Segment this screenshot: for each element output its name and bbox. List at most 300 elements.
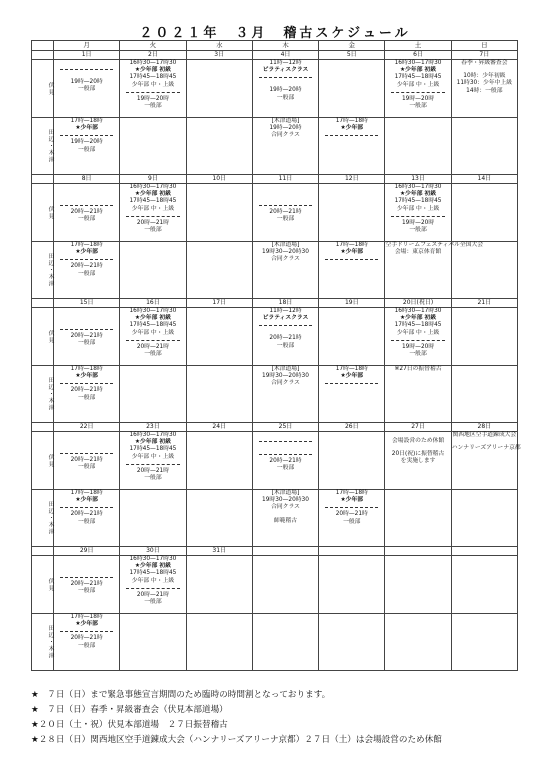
schedule-cell — [186, 432, 252, 490]
schedule-text: 師範稽古 — [273, 517, 298, 524]
schedule-text: 14時：一般部 — [466, 87, 503, 94]
schedule-text: 一般部 — [77, 86, 96, 93]
schedule-text: ★少年部 初級 — [399, 191, 437, 198]
note-line: ★２８日（日）関西地区空手道錬成大会（ハンナリーズアリーナ京都）２７日（土）は会場設営のため休館 — [31, 735, 442, 745]
schedule-cell — [54, 308, 120, 366]
weekday-header: 日 — [451, 41, 517, 51]
dashed-divider — [126, 464, 179, 465]
date-cell: 8日 — [54, 175, 120, 184]
tanabe-row — [32, 490, 518, 547]
schedule-text: 17時45—18時45 — [394, 322, 442, 329]
schedule-cell — [319, 242, 385, 299]
dashed-divider — [60, 453, 113, 454]
fushimi-row — [32, 556, 518, 614]
schedule-cell — [385, 242, 484, 299]
dashed-divider — [391, 92, 444, 93]
schedule-cell — [120, 184, 186, 242]
schedule-text: ★少年部 初級 — [134, 315, 172, 322]
schedule-cell — [120, 308, 186, 366]
date-cell: 4日 — [252, 51, 318, 60]
schedule-text: 17時—18時 — [335, 242, 368, 248]
weekday-header: 土 — [385, 41, 451, 51]
location-label: 伏見 — [32, 556, 54, 614]
schedule-text: 19時—20時 — [401, 343, 435, 350]
schedule-text: 19時—20時 — [70, 79, 103, 85]
schedule-cell — [120, 490, 186, 547]
schedule-text: 19時30—20時30 — [262, 249, 309, 256]
schedule-text: 一般部 — [276, 216, 295, 223]
schedule-cell — [451, 184, 517, 242]
schedule-text: [木津道場] — [271, 242, 300, 248]
date-cell: 27日 — [385, 423, 451, 432]
date-row — [32, 299, 518, 308]
schedule-text: ★少年部 初級 — [134, 563, 172, 570]
schedule-text: 11時30：少年中上級 — [456, 80, 513, 87]
date-cell — [252, 547, 318, 556]
schedule-text: 一般部 — [144, 103, 162, 110]
schedule-cell — [385, 614, 451, 671]
schedule-text: 一般部 — [77, 642, 96, 649]
date-cell: 16日 — [120, 299, 186, 308]
schedule-cell — [319, 490, 385, 547]
cell-spacer — [253, 445, 318, 451]
schedule-text: 一般部 — [77, 216, 96, 223]
schedule-text: 一般部 — [77, 146, 96, 153]
schedule-text: 20時—21時 — [70, 333, 103, 339]
schedule-text: を実施します — [400, 458, 436, 465]
date-cell: 2日 — [120, 51, 186, 60]
location-label: 田辺・木津 — [32, 490, 54, 547]
schedule-text: 一般部 — [276, 94, 295, 101]
schedule-text: 16時30—17時30 — [394, 60, 442, 66]
schedule-text: 19時—20時 — [269, 87, 302, 94]
dashed-divider — [60, 383, 113, 384]
schedule-text: 少年部 中・上級 — [131, 81, 175, 88]
dashed-divider — [60, 205, 113, 206]
schedule-cell — [319, 366, 385, 423]
schedule-text: 19時—20時 — [269, 125, 302, 132]
schedule-cell — [252, 308, 318, 366]
date-cell: 30日 — [120, 547, 186, 556]
tanabe-row — [32, 614, 518, 671]
weekday-header: 火 — [120, 41, 186, 51]
schedule-cell — [120, 556, 186, 614]
dashed-divider — [60, 135, 113, 136]
date-cell: 15日 — [54, 299, 120, 308]
schedule-cell — [186, 184, 252, 242]
cell-spacer — [54, 196, 119, 202]
schedule-cell — [451, 242, 517, 299]
schedule-text: ※27日の振替稽古 — [394, 366, 442, 372]
schedule-text: 少年部 中・上級 — [131, 205, 175, 212]
date-cell: 29日 — [54, 547, 120, 556]
fushimi-row — [32, 184, 518, 242]
schedule-text: 16時30—17時30 — [394, 184, 442, 190]
date-cell: 20日(祝日) — [385, 299, 451, 308]
schedule-text: 一般部 — [77, 270, 96, 277]
schedule-text: ★少年部 初級 — [399, 315, 437, 322]
note-line: ★ ７日（日）まで緊急事態宣言期間のため臨時の時間割となっております。 — [31, 690, 331, 700]
schedule-cell — [451, 490, 517, 547]
schedule-cell — [54, 614, 120, 671]
schedule-text: 一般部 — [144, 475, 162, 482]
weekday-header: 水 — [186, 41, 252, 51]
location-label: 伏見 — [32, 60, 54, 118]
date-row-corner — [32, 51, 54, 60]
location-label: 伏見 — [32, 432, 54, 490]
schedule-text: 一般部 — [144, 351, 162, 358]
fushimi-row — [32, 60, 518, 118]
schedule-text: ★少年部 — [75, 249, 98, 256]
cell-spacer — [54, 444, 119, 450]
weekday-header: 月 — [54, 41, 120, 51]
date-row-corner — [32, 299, 54, 308]
date-cell: 12日 — [319, 175, 385, 184]
schedule-text: 一般部 — [77, 518, 96, 525]
schedule-text: 16時30—17時30 — [394, 308, 442, 314]
note-line: ★ ７日（日）春季・昇級審査会（伏見本部道場） — [31, 705, 228, 715]
schedule-text: ハンナリーズアリーナ京都 — [451, 445, 521, 452]
date-cell: 18日 — [252, 299, 318, 308]
schedule-text: 17時—18時 — [335, 118, 368, 124]
schedule-text: 合同クラス — [271, 132, 300, 139]
schedule-cell — [120, 60, 186, 118]
schedule-text: 一般部 — [409, 103, 427, 110]
date-cell: 21日 — [451, 299, 517, 308]
date-cell: 9日 — [120, 175, 186, 184]
fushimi-row — [32, 432, 518, 490]
date-cell: 3日 — [186, 51, 252, 60]
schedule-cell — [54, 490, 120, 547]
dashed-divider — [325, 135, 378, 136]
location-label: 田辺・木津 — [32, 118, 54, 175]
schedule-text: ★少年部 — [340, 373, 364, 380]
location-label: 田辺・木津 — [32, 614, 54, 671]
schedule-cell — [186, 614, 252, 671]
schedule-cell — [120, 366, 186, 423]
dashed-divider — [259, 77, 312, 78]
schedule-cell — [186, 556, 252, 614]
date-cell: 14日 — [451, 175, 517, 184]
date-cell: 17日 — [186, 299, 252, 308]
schedule-cell — [385, 432, 451, 490]
date-row — [32, 547, 518, 556]
schedule-text: 一般部 — [409, 227, 427, 234]
schedule-text: 一般部 — [276, 342, 295, 349]
header-corner — [32, 41, 54, 51]
schedule-text: 11時—12時 — [269, 308, 302, 314]
schedule-text: 合同クラス — [271, 380, 300, 387]
schedule-text: 17時45—18時45 — [129, 446, 177, 453]
schedule-cell — [319, 614, 385, 671]
schedule-text: 16時30—17時30 — [129, 60, 177, 66]
date-cell — [319, 547, 385, 556]
schedule-text: ★少年部 — [75, 373, 98, 380]
schedule-cell — [252, 118, 318, 175]
schedule-cell — [319, 556, 385, 614]
schedule-text: 20時—21時 — [269, 335, 302, 342]
schedule-text: 20日(祝)に振替稽古 — [391, 451, 445, 458]
schedule-cell — [385, 556, 451, 614]
schedule-text: 一般部 — [276, 465, 295, 472]
location-label: 田辺・木津 — [32, 242, 54, 299]
schedule-cell — [54, 242, 120, 299]
schedule-text: 17時45—18時45 — [394, 74, 442, 81]
schedule-cell — [451, 366, 517, 423]
weekday-header: 金 — [319, 41, 385, 51]
schedule-text: 少年部 中・上級 — [396, 205, 440, 212]
schedule-cell — [120, 614, 186, 671]
schedule-text: 一般部 — [144, 227, 162, 234]
schedule-text: 20時—21時 — [136, 467, 169, 474]
cell-spacer — [253, 432, 318, 438]
schedule-text: ピラティスクラス — [262, 315, 309, 322]
schedule-cell — [319, 432, 385, 490]
dashed-divider — [259, 325, 312, 326]
schedule-text: 17時—18時 — [70, 614, 103, 620]
date-cell: 1日 — [54, 51, 120, 60]
schedule-cell — [451, 60, 517, 118]
schedule-cell — [385, 308, 451, 366]
tanabe-row — [32, 366, 518, 423]
schedule-cell — [54, 366, 120, 423]
schedule-text: 20時—21時 — [136, 219, 169, 226]
dashed-divider — [60, 577, 113, 578]
schedule-text: 17時45—18時45 — [129, 570, 177, 577]
schedule-cell — [319, 308, 385, 366]
date-cell: 5日 — [319, 51, 385, 60]
schedule-cell — [186, 366, 252, 423]
schedule-text: 19時30—20時30 — [262, 373, 309, 380]
schedule-text: 合同クラス — [271, 504, 300, 511]
schedule-cell — [319, 118, 385, 175]
schedule-cell — [451, 614, 517, 671]
schedule-text: 20時—21時 — [70, 511, 103, 518]
tanabe-row — [32, 118, 518, 175]
schedule-text: ★少年部 初級 — [399, 67, 437, 74]
schedule-text: ピラティスクラス — [262, 67, 309, 74]
schedule-text: 16時30—17時30 — [129, 308, 177, 314]
schedule-text: 11時—12時 — [269, 60, 302, 66]
schedule-cell — [186, 308, 252, 366]
schedule-text: 20時—21時 — [269, 458, 302, 464]
schedule-cell — [385, 366, 451, 423]
schedule-text: 一般部 — [77, 464, 96, 471]
cell-spacer — [253, 196, 318, 202]
schedule-text: 16時30—17時30 — [129, 432, 177, 438]
schedule-text: 20時—21時 — [136, 591, 169, 598]
schedule-text: ★少年部 — [75, 497, 98, 504]
dashed-divider — [60, 69, 113, 70]
schedule-text: 少年部 中・上級 — [131, 577, 175, 584]
schedule-text: ★少年部 初級 — [134, 191, 172, 198]
schedule-cell — [385, 184, 451, 242]
schedule-cell — [54, 432, 120, 490]
date-cell: 6日 — [385, 51, 451, 60]
schedule-text: 20時—21時 — [70, 457, 103, 463]
schedule-cell — [120, 118, 186, 175]
schedule-cell — [319, 60, 385, 118]
schedule-text: 19時30—20時30 — [262, 497, 309, 504]
date-cell: 31日 — [186, 547, 252, 556]
schedule-cell — [252, 242, 318, 299]
schedule-text: [木津道場] — [271, 366, 300, 372]
schedule-text: 20時—21時 — [70, 209, 103, 215]
schedule-text: 一般部 — [77, 394, 96, 401]
schedule-cell — [451, 556, 517, 614]
date-cell — [451, 547, 517, 556]
dashed-divider — [325, 383, 378, 384]
schedule-cell — [385, 60, 451, 118]
schedule-text: 会場：東京体育館 — [394, 249, 442, 256]
schedule-text: 空手ドリームフェスティバル全国大会 — [385, 242, 484, 248]
schedule-text: 合同クラス — [271, 256, 300, 263]
date-cell: 13日 — [385, 175, 451, 184]
schedule-text: 一般部 — [409, 351, 427, 358]
notes-section — [31, 688, 541, 748]
schedule-cell — [385, 118, 451, 175]
date-cell: 28日 — [451, 423, 517, 432]
schedule-cell — [252, 366, 318, 423]
date-row-corner — [32, 547, 54, 556]
schedule-text: 少年部 中・上級 — [396, 81, 440, 88]
dashed-divider — [126, 340, 179, 341]
date-cell: 10日 — [186, 175, 252, 184]
page-title: ２０２１年 ３月 稽古スケジュール — [139, 26, 411, 41]
cell-spacer — [54, 568, 119, 574]
schedule-text: ★少年部 — [340, 125, 364, 132]
schedule-cell — [252, 490, 318, 547]
schedule-text: 少年部 中・上級 — [131, 329, 175, 336]
dashed-divider — [391, 216, 444, 217]
dashed-divider — [126, 588, 179, 589]
schedule-text: 16時30—17時30 — [129, 184, 177, 190]
schedule-text: 関西地区空手道錬成大会 — [452, 432, 517, 438]
dashed-divider — [126, 92, 179, 93]
schedule-cell — [319, 184, 385, 242]
weekday-header: 木 — [252, 41, 318, 51]
schedule-text: ★少年部 — [340, 497, 364, 504]
schedule-cell — [252, 184, 318, 242]
schedule-text: 少年部 中・上級 — [396, 329, 440, 336]
schedule-cell — [451, 118, 517, 175]
weekday-header-row — [32, 41, 518, 51]
schedule-cell — [252, 556, 318, 614]
date-row-corner — [32, 175, 54, 184]
schedule-cell — [54, 118, 120, 175]
date-cell — [385, 547, 451, 556]
date-cell: 19日 — [319, 299, 385, 308]
schedule-text: 17時45—18時45 — [129, 74, 177, 81]
schedule-text: ★少年部 初級 — [134, 67, 172, 74]
schedule-text: 20時—21時 — [70, 635, 103, 642]
schedule-text: 17時45—18時45 — [394, 198, 442, 205]
dashed-divider — [325, 259, 378, 260]
location-label: 伏見 — [32, 184, 54, 242]
schedule-cell — [252, 60, 318, 118]
schedule-text: 一般部 — [77, 340, 96, 347]
schedule-text: 20時—21時 — [70, 263, 103, 270]
schedule-text: 10時：少年初級 — [463, 73, 506, 80]
schedule-text: 20時—21時 — [136, 343, 169, 350]
schedule-text: 19時—20時 — [401, 95, 435, 102]
dashed-divider — [325, 507, 378, 508]
schedule-cell — [120, 242, 186, 299]
dashed-divider — [259, 441, 312, 442]
dashed-divider — [259, 454, 312, 455]
date-cell: 22日 — [54, 423, 120, 432]
fushimi-row — [32, 308, 518, 366]
date-cell: 11日 — [252, 175, 318, 184]
dashed-divider — [60, 507, 113, 508]
date-cell: 25日 — [252, 423, 318, 432]
schedule-cell — [252, 432, 318, 490]
cell-spacer — [54, 320, 119, 326]
cell-spacer — [54, 60, 119, 66]
schedule-text: 17時45—18時45 — [129, 322, 177, 329]
schedule-text: [木津道場] — [271, 118, 300, 124]
schedule-text: 17時—18時 — [70, 366, 103, 372]
schedule-text: 20時—21時 — [70, 581, 103, 587]
schedule-cell — [385, 490, 451, 547]
dashed-divider — [391, 340, 444, 341]
dashed-divider — [259, 205, 312, 206]
schedule-cell — [54, 60, 120, 118]
schedule-text: ★少年部 — [340, 249, 364, 256]
dashed-divider — [60, 631, 113, 632]
schedule-text: 20時—21時 — [70, 387, 103, 394]
schedule-cell — [186, 118, 252, 175]
schedule-text: ★少年部 — [75, 621, 98, 628]
schedule-text: 一般部 — [343, 518, 361, 525]
schedule-text: [木津道場] — [271, 490, 300, 496]
dashed-divider — [126, 216, 179, 217]
schedule-text: 19時—20時 — [70, 139, 103, 146]
schedule-cell — [186, 242, 252, 299]
date-cell: 26日 — [319, 423, 385, 432]
schedule-text: 20時—21時 — [335, 511, 368, 518]
schedule-text: 17時—18時 — [70, 118, 103, 124]
location-label: 伏見 — [32, 308, 54, 366]
schedule-calendar — [31, 40, 521, 671]
schedule-text: 17時—18時 — [335, 490, 368, 496]
schedule-cell — [451, 432, 521, 490]
schedule-text: 17時45—18時45 — [129, 198, 177, 205]
date-row — [32, 51, 518, 60]
tanabe-row — [32, 242, 518, 299]
schedule-text: 16時30—17時30 — [129, 556, 177, 562]
schedule-cell — [186, 60, 252, 118]
schedule-text: ★少年部 初級 — [134, 439, 172, 446]
schedule-cell — [186, 490, 252, 547]
schedule-text: 20時—21時 — [269, 209, 302, 215]
schedule-cell — [120, 432, 186, 490]
date-row-corner — [32, 423, 54, 432]
schedule-text: 春季・昇級審査会 — [461, 60, 508, 66]
location-label: 田辺・木津 — [32, 366, 54, 423]
date-cell: 7日 — [451, 51, 517, 60]
date-row — [32, 175, 518, 184]
date-cell: 24日 — [186, 423, 252, 432]
schedule-text: 17時—18時 — [335, 366, 368, 372]
schedule-text: 一般部 — [77, 588, 96, 595]
schedule-cell — [54, 184, 120, 242]
schedule-text: ★少年部 — [75, 125, 98, 132]
schedule-cell — [451, 308, 517, 366]
schedule-text: 一般部 — [144, 599, 162, 606]
note-line: ★２０日（土・祝）伏見本部道場 ２７日振替稽古 — [31, 720, 228, 730]
schedule-text: 少年部 中・上級 — [131, 453, 175, 460]
